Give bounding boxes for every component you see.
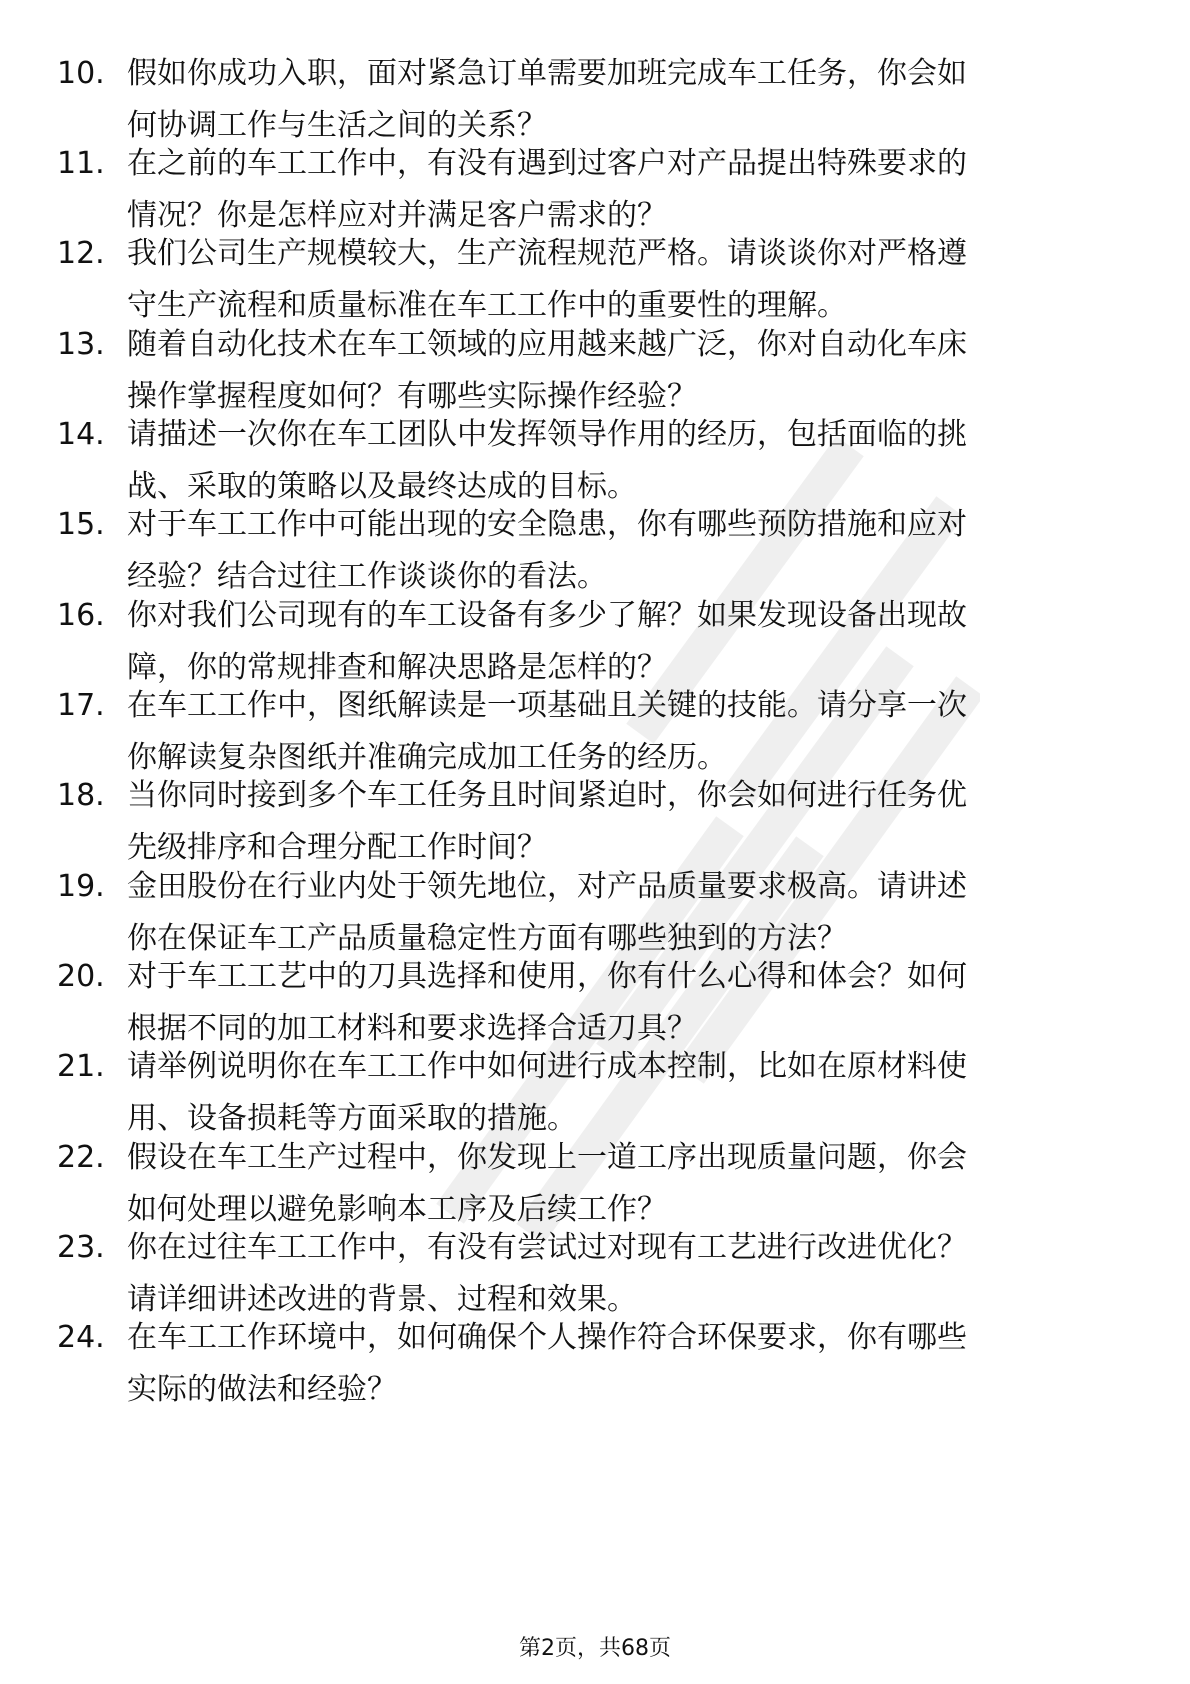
question-text-line-1: 金田股份在行业内处于领先地位，对产品质量要求极高。请讲述 bbox=[127, 869, 967, 904]
question-text-line-1: 我们公司生产规模较大，生产流程规范严格。请谈谈你对严格遵 bbox=[127, 236, 967, 271]
question-text-line-1: 对于车工工作中可能出现的安全隐患，你有哪些预防措施和应对 bbox=[127, 507, 967, 542]
question-text-line-1: 随着自动化技术在车工领域的应用越来越广泛，你对自动化车床 bbox=[127, 327, 967, 362]
question-number: 21. bbox=[57, 1049, 105, 1084]
question-text-line-2: 请详细讲述改进的背景、过程和效果。 bbox=[127, 1282, 637, 1317]
question-number: 16. bbox=[57, 598, 105, 633]
question-text-line-2: 操作掌握程度如何？有哪些实际操作经验？ bbox=[127, 379, 697, 414]
question-number: 12. bbox=[57, 236, 105, 271]
question-number: 24. bbox=[57, 1320, 105, 1355]
question-number: 23. bbox=[57, 1230, 105, 1265]
question-text-line-2: 何协调工作与生活之间的关系？ bbox=[127, 108, 547, 143]
question-text-line-2: 先级排序和合理分配工作时间？ bbox=[127, 830, 547, 865]
question-text-line-2: 守生产流程和质量标准在车工工作中的重要性的理解。 bbox=[127, 288, 847, 323]
question-number: 14. bbox=[57, 417, 105, 452]
question-text-line-1: 请描述一次你在车工团队中发挥领导作用的经历，包括面临的挑 bbox=[127, 417, 967, 452]
question-text-line-1: 请举例说明你在车工工作中如何进行成本控制，比如在原材料使 bbox=[127, 1049, 967, 1084]
question-text-line-1: 在车工工作环境中，如何确保个人操作符合环保要求，你有哪些 bbox=[127, 1320, 967, 1355]
question-text-line-1: 假设在车工生产过程中，你发现上一道工序出现质量问题，你会 bbox=[127, 1140, 967, 1175]
question-text-line-2: 经验？结合过往工作谈谈你的看法。 bbox=[127, 559, 607, 594]
question-number: 20. bbox=[57, 959, 105, 994]
question-text-line-2: 战、采取的策略以及最终达成的目标。 bbox=[127, 469, 637, 504]
question-number: 22. bbox=[57, 1140, 105, 1175]
question-text-line-1: 在车工工作中，图纸解读是一项基础且关键的技能。请分享一次 bbox=[127, 688, 967, 723]
question-number: 15. bbox=[57, 507, 105, 542]
question-text-line-2: 你在保证车工产品质量稳定性方面有哪些独到的方法？ bbox=[127, 921, 847, 956]
question-number: 13. bbox=[57, 327, 105, 362]
question-number: 17. bbox=[57, 688, 105, 723]
question-text-line-1: 当你同时接到多个车工任务且时间紧迫时，你会如何进行任务优 bbox=[127, 778, 967, 813]
question-text-line-1: 你对我们公司现有的车工设备有多少了解？如果发现设备出现故 bbox=[127, 598, 967, 633]
question-text-line-2: 用、设备损耗等方面采取的措施。 bbox=[127, 1101, 577, 1136]
page-footer: 第2页，共68页 bbox=[519, 1636, 671, 1661]
question-number: 18. bbox=[57, 778, 105, 813]
question-text-line-2: 障，你的常规排查和解决思路是怎样的？ bbox=[127, 650, 667, 685]
question-number: 10. bbox=[57, 56, 105, 91]
question-text-line-2: 实际的做法和经验？ bbox=[127, 1372, 397, 1407]
question-text-line-2: 如何处理以避免影响本工序及后续工作？ bbox=[127, 1192, 667, 1227]
question-text-line-2: 情况？你是怎样应对并满足客户需求的？ bbox=[127, 198, 667, 233]
question-text-line-2: 你解读复杂图纸并准确完成加工任务的经历。 bbox=[127, 740, 727, 775]
question-item bbox=[0, 1312, 1190, 1422]
question-text-line-1: 对于车工工艺中的刀具选择和使用，你有什么心得和体会？如何 bbox=[127, 959, 967, 994]
question-number: 19. bbox=[57, 869, 105, 904]
question-text-line-1: 假如你成功入职，面对紧急订单需要加班完成车工任务，你会如 bbox=[127, 56, 967, 91]
question-text-line-1: 在之前的车工工作中，有没有遇到过客户对产品提出特殊要求的 bbox=[127, 146, 967, 181]
question-text-line-1: 你在过往车工工作中，有没有尝试过对现有工艺进行改进优化？ bbox=[127, 1230, 967, 1265]
question-text-line-2: 根据不同的加工材料和要求选择合适刀具？ bbox=[127, 1011, 697, 1046]
question-number: 11. bbox=[57, 146, 105, 181]
